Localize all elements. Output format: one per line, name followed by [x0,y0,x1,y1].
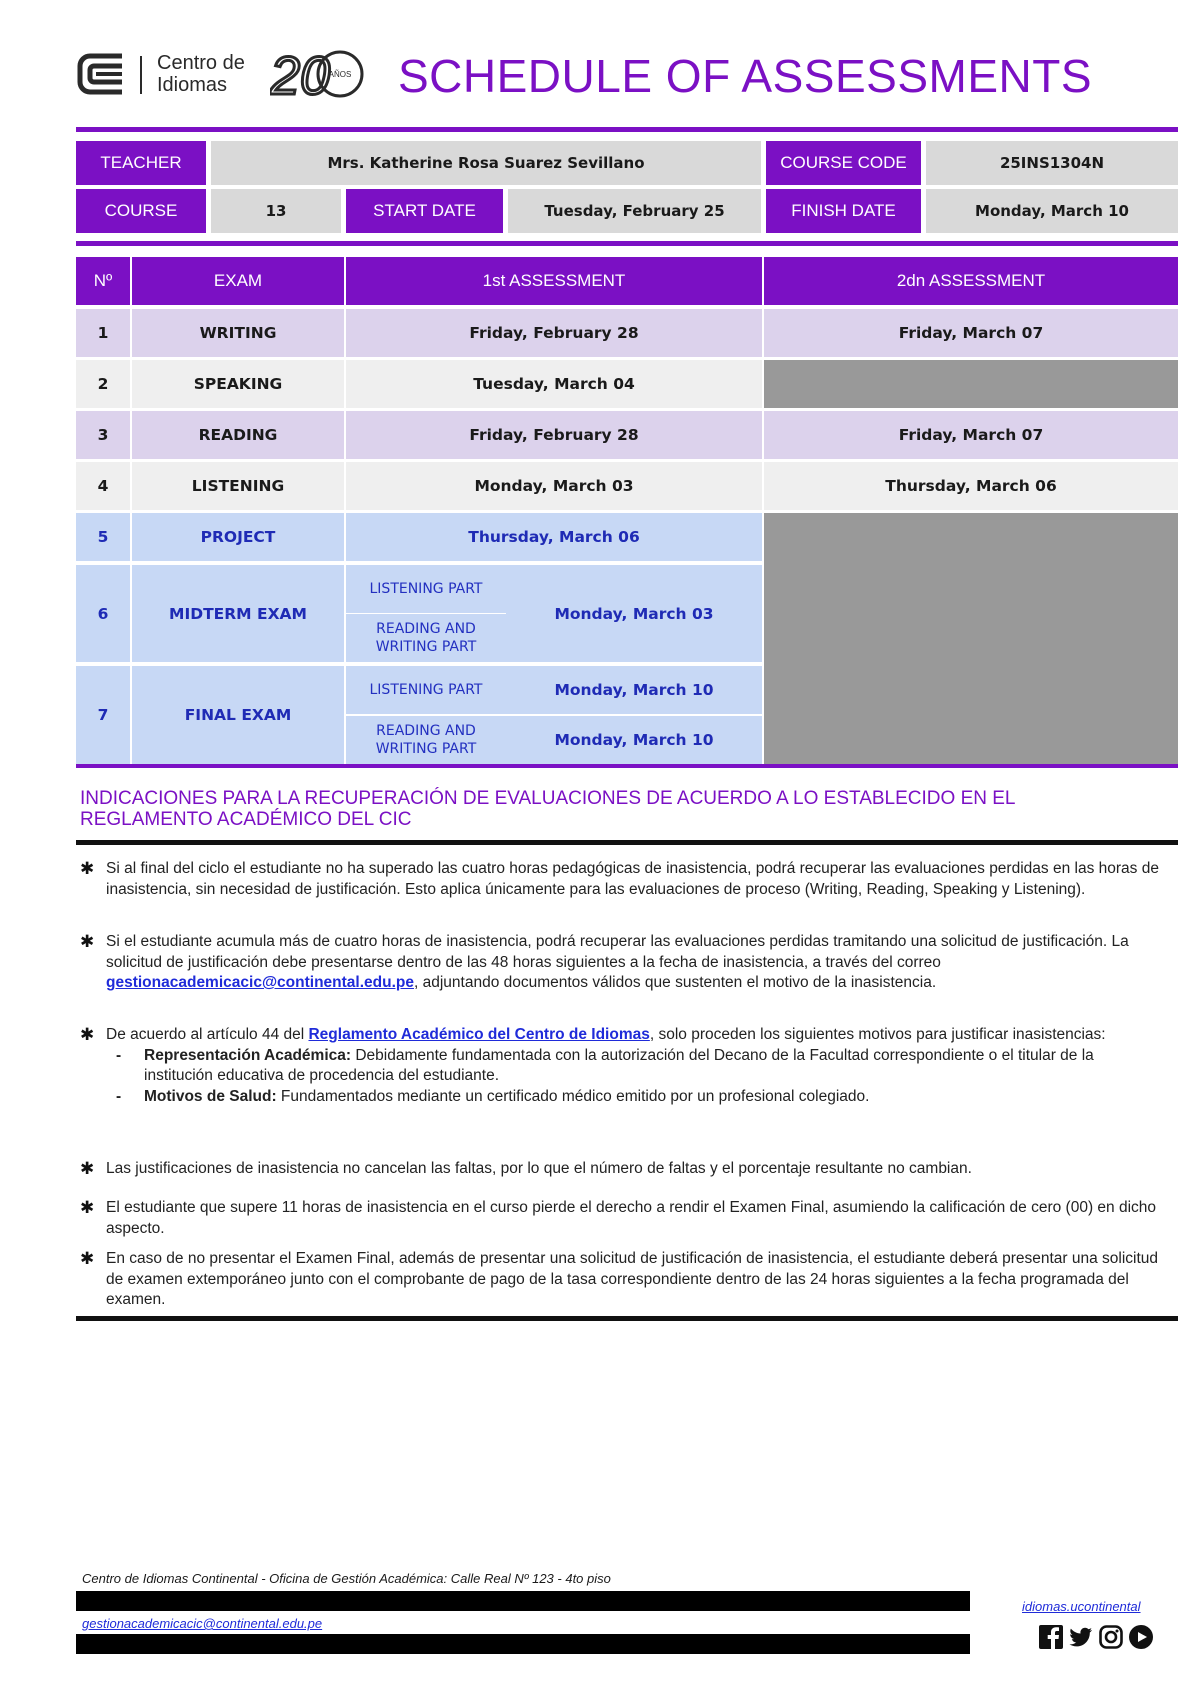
instructions-bottom-rule [76,1316,1178,1321]
row5-exam: PROJECT [132,513,344,561]
logo-divider [140,56,142,94]
instruction-text-3-post: , solo proceden los siguientes motivos para justificar inasistencias: [649,1026,1106,1043]
instruction-item-5 [80,1198,1160,1239]
start-date-label: START DATE [346,189,503,233]
row4-exam: LISTENING [132,462,344,510]
asterisk-icon: ✱ [80,859,95,878]
instruction-text-5: El estudiante que supere 11 horas de inasistencia en el curso pierde el derecho a rendir el Examen Final, asumiendo la calificación de cero (00) en dicho aspecto. [106,1199,1157,1237]
finish-date-value: Monday, March 10 [926,189,1178,233]
row2-exam: SPEAKING [132,360,344,408]
instruction-text-2-pre: Si el estudiante acumula más de cuatro horas de inasistencia, podrá recuperar las evaluaciones perdidas tramitando una solicitud de justificación. La solicitud de justificación debe presentarse dentro de las 48 horas siguientes a la fecha de inasistencia, a través del correo [106,933,1129,971]
teacher-label: TEACHER [76,141,206,185]
col-header-number: Nº [76,257,130,305]
course-code-value: 25INS1304N [926,141,1178,185]
row3-number: 3 [76,411,130,459]
teacher-value: Mrs. Katherine Rosa Suarez Sevillano [211,141,761,185]
row6-listening-part: LISTENING PART [346,565,506,613]
row5-first: Thursday, March 06 [346,513,762,561]
anniversary-word: AÑOS [328,70,352,79]
instruction-text-2-post: , adjuntando documentos válidos que sustenten el motivo de la inasistencia. [413,974,937,991]
logo-text [157,52,245,96]
row5-number: 5 [76,513,130,561]
row6-exam: MIDTERM EXAM [132,565,344,662]
footer-website-link[interactable]: idiomas.ucontinental [1022,1599,1141,1614]
email-link[interactable]: gestionacademicacic@continental.edu.pe [106,974,414,991]
footer-email-link[interactable]: gestionacademicacic@continental.edu.pe [82,1616,323,1631]
row3-exam: READING [132,411,344,459]
footer-bar-top [76,1591,970,1611]
asterisk-icon: ✱ [80,1159,95,1178]
col-header-exam: EXAM [132,257,344,305]
sub-item-academic-text: Debidamente fundamentada con la autorización del Decano de la Facultad correspondiente o el titular de la institución educativa de procedencia del estudiante. [144,1046,1094,1084]
row1-first: Friday, February 28 [346,309,762,357]
sub-item-health-label: Motivos de Salud: [144,1087,277,1105]
dash-icon: - [116,1087,122,1105]
row1-exam: WRITING [132,309,344,357]
row3-second: Friday, March 07 [764,411,1178,459]
logo-line-2: Idiomas [157,74,228,96]
sub-item-health [106,1087,1160,1108]
logo-line-1: Centro de [157,52,245,74]
instruction-text-2 [106,932,1160,994]
facebook-icon[interactable] [1038,1624,1064,1650]
page-title: SCHEDULE OF ASSESSMENTS [398,50,1092,102]
row4-first: Monday, March 03 [346,462,762,510]
row7-number: 7 [76,666,130,764]
instruction-text-3 [106,1025,1160,1046]
sub-item-academic [106,1046,1160,1087]
col-header-first: 1st ASSESSMENT [346,257,762,305]
footer-bar-bottom [76,1634,970,1654]
row6-number: 6 [76,565,130,662]
row1-number: 1 [76,309,130,357]
instruction-item-6 [80,1249,1160,1311]
course-label: COURSE [76,189,206,233]
regulation-link[interactable]: Reglamento Académico del Centro de Idiomas [308,1026,650,1043]
course-code-label: COURSE CODE [766,141,921,185]
second-assessment-empty-block [764,513,1178,764]
instruction-item-1 [80,859,1160,900]
instruction-text-4: Las justificaciones de inasistencia no cancelan las faltas, por lo que el número de faltas y el porcentaje resultante no cambian. [106,1160,972,1177]
row4-second: Thursday, March 06 [764,462,1178,510]
info-rule [76,241,1178,246]
sub-item-academic-label: Representación Académica: [144,1046,352,1064]
instruction-item-2 [80,932,1160,994]
row1-second: Friday, March 07 [764,309,1178,357]
asterisk-icon: ✱ [80,1249,95,1268]
asterisk-icon: ✱ [80,1198,95,1217]
row7-reading-writing-date: Monday, March 10 [506,716,762,764]
instruction-item-3 [80,1025,1160,1107]
sub-item-health-text: Fundamentados mediante un certificado médico emitido por un profesional colegiado. [276,1087,870,1105]
youtube-icon[interactable] [1128,1624,1154,1650]
footer-address: Centro de Idiomas Continental - Oficina de Gestión Académica: Calle Real Nº 123 - 4to piso [82,1571,611,1586]
header-rule [76,127,1178,132]
instructions-title: INDICACIONES PARA LA RECUPERACIÓN DE EVALUACIONES DE ACUERDO A LO ESTABLECIDO EN EL REGLAMENTO ACADÉMICO DEL CIC [80,788,1015,830]
row7-reading-writing-part: READING AND WRITING PART [346,716,506,764]
row2-number: 2 [76,360,130,408]
instruction-text-3-pre: De acuerdo al artículo 44 del [106,1026,309,1043]
dash-icon: - [116,1046,122,1064]
table-bottom-rule [76,764,1178,768]
anniversary-logo-icon [270,46,366,102]
course-value: 13 [211,189,341,233]
anniversary-number: 20 [270,46,331,102]
instagram-icon[interactable] [1098,1624,1124,1650]
col-header-second: 2dn ASSESSMENT [764,257,1178,305]
instruction-text-6: En caso de no presentar el Examen Final, además de presentar una solicitud de justificación de inasistencia, el estudiante deberá presentar una solicitud de examen extemporáneo junto con el comprobante de pago de la tasa correspondiente dentro de las 24 horas siguientes a la fecha programada del examen. [106,1250,1159,1308]
instruction-item-4 [80,1159,1160,1180]
row7-exam: FINAL EXAM [132,666,344,764]
cic-logo-icon [76,52,126,96]
instructions-top-rule [76,840,1178,845]
row6-reading-writing-part: READING AND WRITING PART [346,614,506,662]
instruction-text-1: Si al final del ciclo el estudiante no ha superado las cuatro horas pedagógicas de inasistencia, podrá recuperar las evaluaciones perdidas en las horas de inasistencia, sin necesidad de justificación. Esto aplica únicamente para las evaluaciones de proceso (Writing, Reading, Speaking y Listening). [106,860,1159,898]
start-date-value: Tuesday, February 25 [508,189,761,233]
row7-listening-date: Monday, March 10 [506,666,762,714]
row3-first: Friday, February 28 [346,411,762,459]
row4-number: 4 [76,462,130,510]
row7-listening-part: LISTENING PART [346,666,506,714]
asterisk-icon: ✱ [80,932,95,951]
asterisk-icon: ✱ [80,1025,95,1044]
row2-second-empty [764,360,1178,408]
row2-first: Tuesday, March 04 [346,360,762,408]
twitter-icon[interactable] [1068,1624,1094,1650]
finish-date-label: FINISH DATE [766,189,921,233]
row6-date: Monday, March 03 [506,565,762,662]
